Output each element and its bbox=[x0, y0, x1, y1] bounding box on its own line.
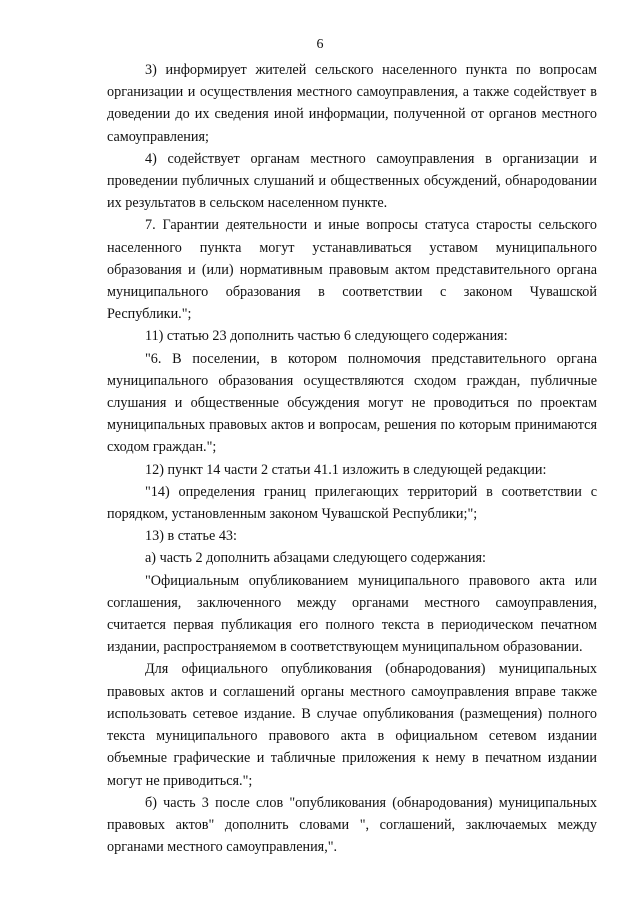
paragraph-network-edition: Для официального опубликования (обнародования) муниципальных правовых актов и соглашений органы местного самоуправления вправе также использовать сетевое издание. В случае опубликования (размещения) полного текста муниципального правового акта в официальном сетевом издании объемные графические и табличные приложения к нему в печатном издании могут не приводиться."; bbox=[107, 661, 597, 789]
paragraph-section-7: 7. Гарантии деятельности и иные вопросы статуса старосты сельского населенного пункта могут устанавливаться уставом муниципального образования и (или) нормативным правовым актом представительного органа муниципального образования в соответствии с законом Чувашской Республики."; bbox=[107, 217, 597, 323]
paragraph-item-4: 4) содействует органам местного самоуправления в организации и проведении публичных слушаний и общественных обсуждений, обнародовании их результатов в сельском населенном пункте. bbox=[107, 150, 597, 212]
paragraph-point-14-text: "14) определения границ прилегающих территорий в соответствии с порядком, установленным законом Чувашской Республики;"; bbox=[107, 483, 597, 523]
document-body bbox=[107, 59, 597, 858]
paragraph-amendment-12: 12) пункт 14 части 2 статьи 41.1 изложить в следующей редакции: bbox=[145, 461, 547, 478]
paragraph-subitem-b: б) часть 3 после слов "опубликования (обнародования) муниципальных правовых актов" дополнить словами ", соглашений, заключаемых между органами местного самоуправления,". bbox=[107, 794, 597, 856]
paragraph-part-6-text: "6. В поселении, в котором полномочия представительного органа муниципального образования осуществляются сходом граждан, публичные слушания и общественные обсуждения могут не проводиться по проектам муниципальных правовых актов и вопросам, решения по которым принимаются сходом граждан."; bbox=[107, 350, 597, 456]
paragraph-subitem-a: а) часть 2 дополнить абзацами следующего содержания: bbox=[145, 550, 486, 567]
paragraph-amendment-13: 13) в статье 43: bbox=[145, 528, 237, 545]
page-number: 6 bbox=[316, 37, 324, 52]
paragraph-official-publication: "Официальным опубликованием муниципального правового акта или соглашения, заключенного между органами местного самоуправления, считается первая публикация его полного текста в периодическом печатном издании, распространяемом в соответствующем муниципальном образовании. bbox=[107, 572, 597, 656]
paragraph-amendment-11: 11) статью 23 дополнить частью 6 следующего содержания: bbox=[145, 328, 508, 345]
paragraph-item-3: 3) информирует жителей сельского населенного пункта по вопросам организации и осуществления местного самоуправления, а также содействует в доведении до их сведения иной информации, полученной от органов местного самоуправления; bbox=[107, 62, 597, 145]
